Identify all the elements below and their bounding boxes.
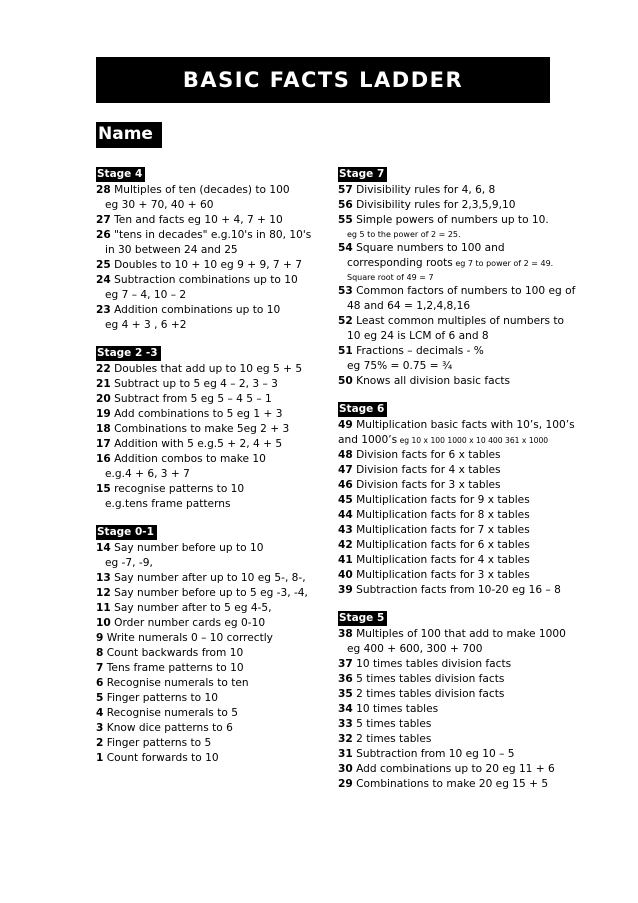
item-continuation	[96, 467, 326, 482]
item-text: 5 times tables	[356, 718, 432, 730]
item-number: 38	[338, 628, 353, 640]
ladder-item	[96, 377, 326, 392]
item-continuation-text: eg -7, -9,	[105, 557, 153, 569]
item-text: Subtract up to 5 eg 4 – 2, 3 – 3	[114, 378, 278, 390]
ladder-item	[96, 213, 326, 228]
item-text: Tens frame patterns to 10	[106, 662, 244, 674]
item-number: 16	[96, 453, 111, 465]
item-continuation-text: eg 400 + 600, 300 + 700	[347, 643, 483, 655]
item-number: 37	[338, 658, 353, 670]
item-text: Recognise numerals to 5	[106, 707, 238, 719]
item-number: 11	[96, 602, 111, 614]
ladder-item	[338, 508, 630, 523]
ladder-item	[96, 751, 326, 766]
ladder-item	[338, 463, 630, 478]
item-number: 9	[96, 632, 104, 644]
item-number: 28	[96, 184, 111, 196]
item-number: 27	[96, 214, 111, 226]
item-continuation	[96, 288, 326, 303]
ladder-item	[96, 437, 326, 452]
item-continuation	[338, 299, 630, 314]
item-continuation	[338, 329, 630, 344]
item-number: 52	[338, 315, 353, 327]
item-text: Square numbers to 100 and	[356, 242, 505, 254]
ladder-item	[96, 646, 326, 661]
item-text: Multiplication facts for 8 x tables	[356, 509, 530, 521]
item-number: 23	[96, 304, 111, 316]
ladder-item	[96, 228, 326, 258]
item-text: Combinations to make 5eg 2 + 3	[114, 423, 290, 435]
item-continuation	[96, 243, 326, 258]
ladder-item	[96, 721, 326, 736]
item-number: 18	[96, 423, 111, 435]
item-text: 2 times tables	[356, 733, 432, 745]
item-number: 43	[338, 524, 353, 536]
item-number: 8	[96, 647, 104, 659]
ladder-item	[338, 448, 630, 463]
item-text: Multiplication facts for 6 x tables	[356, 539, 530, 551]
item-text: Divisibility rules for 4, 6, 8	[356, 184, 496, 196]
item-text: Multiplication facts for 9 x tables	[356, 494, 530, 506]
item-number: 1	[96, 752, 104, 764]
stage-label: Stage 6	[338, 402, 387, 417]
item-continuation-text: 48 and 64 = 1,2,4,8,16	[347, 300, 471, 312]
item-text: Add combinations to 5 eg 1 + 3	[114, 408, 283, 420]
ladder-item	[96, 661, 326, 676]
item-number: 4	[96, 707, 104, 719]
item-number: 56	[338, 199, 353, 211]
item-continuation-text: eg 4 + 3 , 6 +2	[105, 319, 187, 331]
stage-section	[96, 346, 326, 512]
item-text: 2 times tables division facts	[356, 688, 505, 700]
ladder-item	[96, 691, 326, 706]
item-text: Ten and facts eg 10 + 4, 7 + 10	[114, 214, 283, 226]
item-number: 32	[338, 733, 353, 745]
item-number: 42	[338, 539, 353, 551]
item-continuation	[338, 642, 630, 657]
item-example-small: eg 7 to power of 2 = 49.	[452, 259, 554, 268]
ladder-item	[338, 213, 630, 241]
ladder-item	[338, 657, 630, 672]
item-text: Divisibility rules for 2,3,5,9,10	[356, 199, 516, 211]
item-number: 24	[96, 274, 111, 286]
item-text: Order number cards eg 0-10	[114, 617, 266, 629]
item-number: 34	[338, 703, 353, 715]
ladder-item	[338, 747, 630, 762]
ladder-item	[96, 706, 326, 721]
ladder-item	[338, 284, 630, 314]
right-column	[338, 167, 630, 792]
item-number: 12	[96, 587, 111, 599]
item-number: 31	[338, 748, 353, 760]
item-continuation	[96, 198, 326, 213]
item-text: "tens in decades" e.g.10's in 80, 10's	[114, 229, 312, 241]
item-number: 36	[338, 673, 353, 685]
item-text: Multiplication facts for 3 x tables	[356, 569, 530, 581]
item-number: 6	[96, 677, 104, 689]
ladder-item	[96, 541, 326, 571]
item-text: Doubles to 10 + 10 eg 9 + 9, 7 + 7	[114, 259, 303, 271]
item-number: 21	[96, 378, 111, 390]
item-number: 3	[96, 722, 104, 734]
ladder-item	[338, 493, 630, 508]
ladder-item	[96, 258, 326, 273]
item-number: 53	[338, 285, 353, 297]
item-text: Knows all division basic facts	[356, 375, 511, 387]
item-text: Addition with 5 e.g.5 + 2, 4 + 5	[114, 438, 283, 450]
item-number: 10	[96, 617, 111, 629]
stage-section	[338, 402, 630, 598]
item-text: Subtraction facts from 10-20 eg 16 – 8	[356, 584, 561, 596]
ladder-item	[338, 523, 630, 538]
item-continuation-text: eg 75% = 0.75 = ¾	[347, 360, 453, 372]
item-number: 47	[338, 464, 353, 476]
item-number: 2	[96, 737, 104, 749]
item-number: 14	[96, 542, 111, 554]
item-continuation-text: eg 30 + 70, 40 + 60	[105, 199, 214, 211]
item-text: Know dice patterns to 6	[106, 722, 233, 734]
item-text: Add combinations up to 20 eg 11 + 6	[356, 763, 555, 775]
item-text: Subtraction from 10 eg 10 – 5	[356, 748, 515, 760]
ladder-item	[96, 616, 326, 631]
item-continuation-text: in 30 between 24 and 25	[105, 244, 238, 256]
item-continuation	[96, 497, 326, 512]
item-number: 15	[96, 483, 111, 495]
item-text: 10 times tables division facts	[356, 658, 512, 670]
item-number: 45	[338, 494, 353, 506]
item-number: 46	[338, 479, 353, 491]
item-text: Division facts for 6 x tables	[356, 449, 501, 461]
item-number: 19	[96, 408, 111, 420]
item-text: Say number before up to 5 eg -3, -4,	[114, 587, 308, 599]
ladder-item	[338, 732, 630, 747]
item-text: Say number after up to 10 eg 5-, 8-,	[114, 572, 306, 584]
ladder-item	[96, 452, 326, 482]
item-text: Multiples of 100 that add to make 1000	[356, 628, 566, 640]
item-number: 48	[338, 449, 353, 461]
ladder-item	[338, 672, 630, 687]
item-number: 35	[338, 688, 353, 700]
item-text: Count backwards from 10	[106, 647, 244, 659]
item-text: Write numerals 0 – 10 correctly	[106, 632, 273, 644]
item-number: 25	[96, 259, 111, 271]
ladder-item	[338, 418, 630, 448]
item-number: 57	[338, 184, 353, 196]
item-number: 13	[96, 572, 111, 584]
item-number: 51	[338, 345, 353, 357]
item-text: Combinations to make 20 eg 15 + 5	[356, 778, 549, 790]
item-number: 17	[96, 438, 111, 450]
item-text: Common factors of numbers to 100 eg of	[356, 285, 576, 297]
item-number: 39	[338, 584, 353, 596]
item-text: Division facts for 3 x tables	[356, 479, 501, 491]
ladder-item	[338, 627, 630, 657]
ladder-item	[96, 392, 326, 407]
ladder-item	[96, 362, 326, 377]
item-number: 49	[338, 419, 353, 431]
item-text: Fractions – decimals - %	[356, 345, 484, 357]
item-number: 40	[338, 569, 353, 581]
item-number: 41	[338, 554, 353, 566]
item-number: 7	[96, 662, 104, 674]
item-continuation-text: e.g.4 + 6, 3 + 7	[105, 468, 190, 480]
item-number: 33	[338, 718, 353, 730]
item-text: Multiplication facts for 4 x tables	[356, 554, 530, 566]
item-text: Division facts for 4 x tables	[356, 464, 501, 476]
item-number: 55	[338, 214, 353, 226]
item-text: Count forwards to 10	[106, 752, 219, 764]
item-continuation-text: corresponding roots	[347, 257, 453, 269]
stage-label: Stage 5	[338, 611, 387, 626]
item-text: Simple powers of numbers up to 10.	[356, 214, 549, 226]
item-continuation-text: e.g.tens frame patterns	[105, 498, 231, 510]
item-text: Doubles that add up to 10 eg 5 + 5	[114, 363, 303, 375]
ladder-item	[338, 314, 630, 344]
item-text: Finger patterns to 10	[106, 692, 218, 704]
ladder-item	[338, 762, 630, 777]
ladder-item	[338, 568, 630, 583]
item-text: Subtract from 5 eg 5 – 4 5 – 1	[114, 393, 272, 405]
item-text: 10 times tables	[356, 703, 439, 715]
ladder-item	[338, 583, 630, 598]
item-number: 20	[96, 393, 111, 405]
stage-label: Stage 4	[96, 167, 145, 182]
item-text: Multiplication basic facts with 10’s, 100’s	[356, 419, 575, 431]
item-text: Recognise numerals to ten	[106, 677, 249, 689]
item-number: 54	[338, 242, 353, 254]
ladder-item	[338, 777, 630, 792]
item-text: Finger patterns to 5	[106, 737, 212, 749]
item-text: recognise patterns to 10	[114, 483, 245, 495]
stage-section	[96, 525, 326, 766]
stage-section	[338, 167, 630, 389]
item-continuation	[338, 256, 630, 271]
left-column	[96, 167, 326, 766]
ladder-item	[96, 482, 326, 512]
item-number: 30	[338, 763, 353, 775]
stage-section	[338, 611, 630, 792]
ladder-item	[96, 303, 326, 333]
ladder-item	[338, 478, 630, 493]
stage-label: Stage 0-1	[96, 525, 157, 540]
item-continuation-text: 10 eg 24 is LCM of 6 and 8	[347, 330, 489, 342]
item-text: Addition combinations up to 10	[114, 304, 281, 316]
item-number: 29	[338, 778, 353, 790]
ladder-item	[338, 198, 630, 213]
name-label: Name	[96, 122, 162, 148]
stage-label: Stage 2 -3	[96, 346, 161, 361]
item-continuation	[96, 318, 326, 333]
item-text: Subtraction combinations up to 10	[114, 274, 298, 286]
item-continuation-text: eg 7 – 4, 10 – 2	[105, 289, 187, 301]
item-text: Multiples of ten (decades) to 100	[114, 184, 290, 196]
item-text: Addition combos to make 10	[114, 453, 266, 465]
ladder-item	[96, 571, 326, 586]
ladder-item	[338, 344, 630, 374]
ladder-item	[338, 702, 630, 717]
ladder-item	[338, 241, 630, 284]
ladder-item	[96, 422, 326, 437]
stage-section	[96, 167, 326, 333]
ladder-item	[338, 183, 630, 198]
ladder-item	[96, 273, 326, 303]
ladder-item	[96, 676, 326, 691]
item-text: Least common multiples of numbers to	[356, 315, 564, 327]
item-example-small: eg 5 to the power of 2 = 25.	[347, 230, 461, 239]
ladder-item	[96, 407, 326, 422]
item-number: 44	[338, 509, 353, 521]
ladder-item	[96, 631, 326, 646]
item-number: 22	[96, 363, 111, 375]
item-number: 5	[96, 692, 104, 704]
item-text: Multiplication facts for 7 x tables	[356, 524, 530, 536]
item-text-line2: and 1000’s	[338, 434, 398, 446]
ladder-item	[96, 183, 326, 213]
ladder-item	[338, 538, 630, 553]
item-number: 50	[338, 375, 353, 387]
item-continuation	[338, 359, 630, 374]
item-example-small: eg 10 x 100 1000 x 10 400 361 x 1000	[397, 436, 549, 445]
item-text: Say number before up to 10	[114, 542, 264, 554]
ladder-item	[96, 736, 326, 751]
ladder-item	[338, 717, 630, 732]
item-number: 26	[96, 229, 111, 241]
item-example-small: Square root of 49 = 7	[347, 273, 434, 282]
item-continuation	[96, 556, 326, 571]
ladder-item	[338, 553, 630, 568]
ladder-item	[338, 374, 630, 389]
item-text: 5 times tables division facts	[356, 673, 505, 685]
page-title: BASIC FACTS LADDER	[96, 57, 550, 103]
ladder-item	[96, 601, 326, 616]
ladder-item	[338, 687, 630, 702]
stage-label: Stage 7	[338, 167, 387, 182]
ladder-item	[96, 586, 326, 601]
item-text: Say number after to 5 eg 4-5,	[114, 602, 272, 614]
